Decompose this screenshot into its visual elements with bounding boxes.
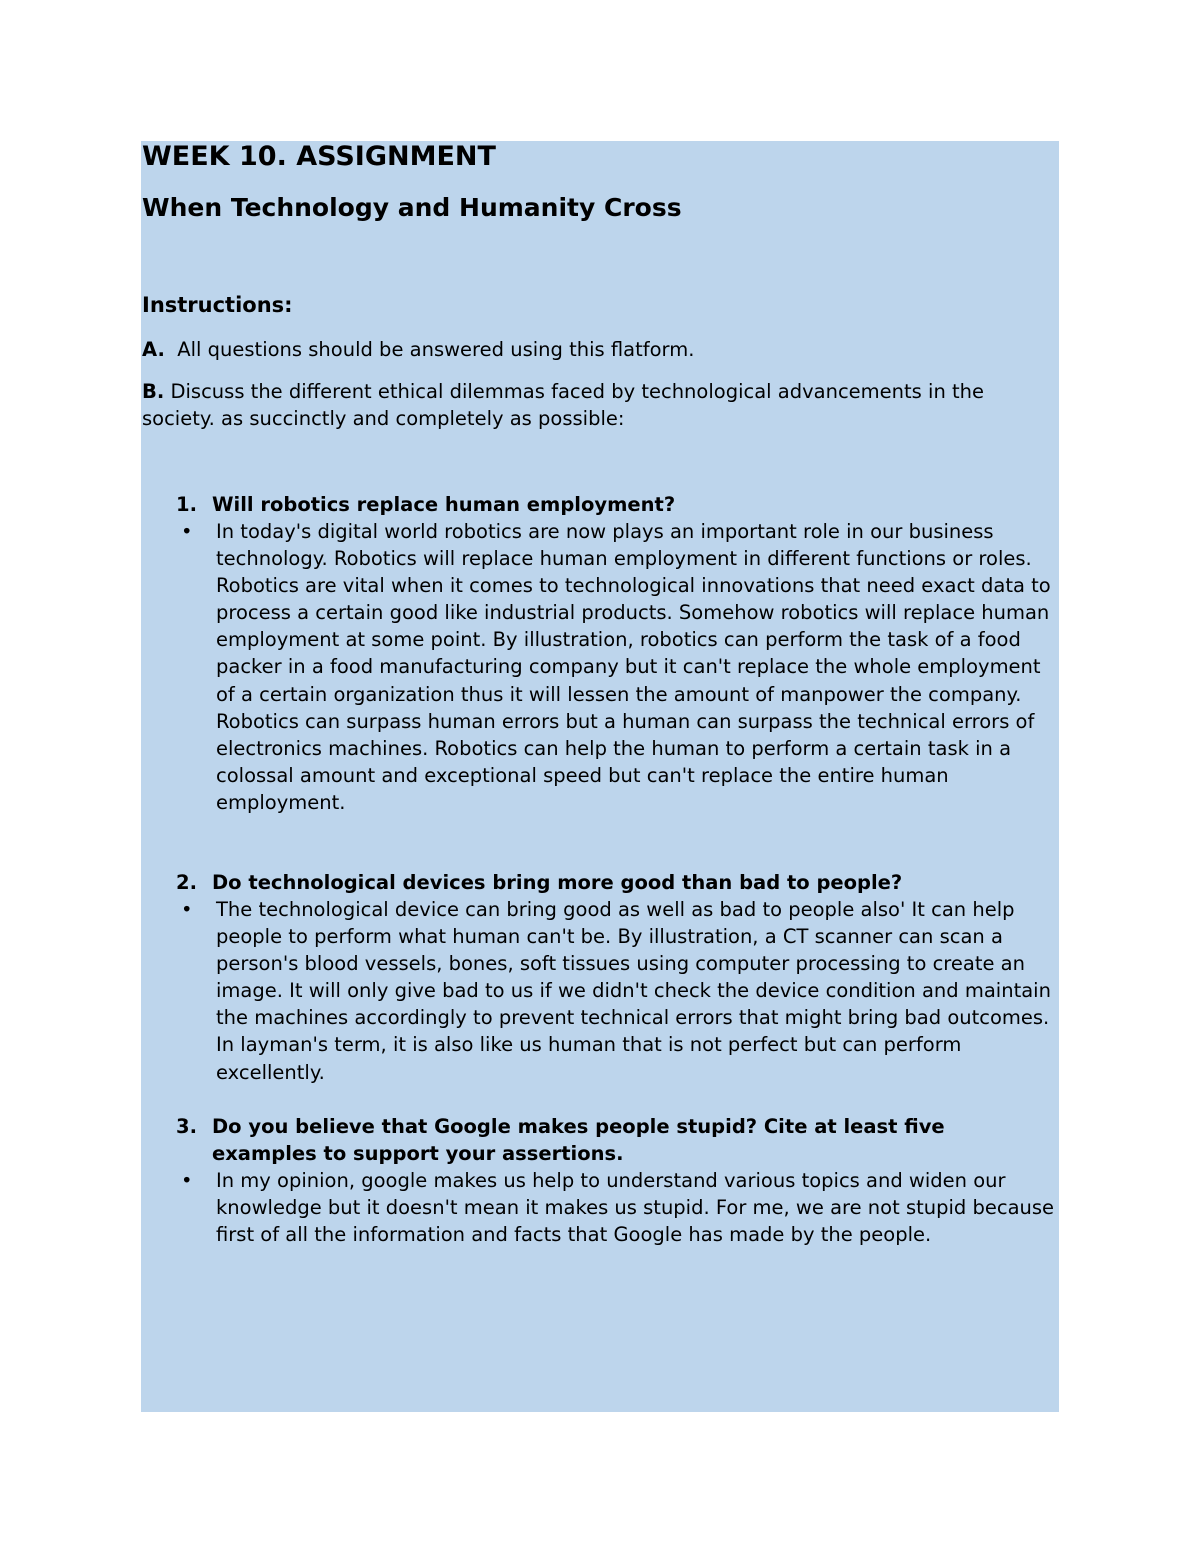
bullet-icon: • <box>181 898 193 921</box>
question-3-number: 3. <box>176 1115 197 1138</box>
question-2 <box>176 869 1056 1086</box>
document-subtitle: When Technology and Humanity Cross <box>142 193 682 222</box>
question-3-answer-item <box>176 1167 1056 1248</box>
instruction-b-marker: B. <box>142 380 165 403</box>
instruction-a <box>142 336 1042 363</box>
question-2-text: Do technological devices bring more good than bad to people? <box>212 871 903 894</box>
question-1-answer-item <box>176 518 1056 816</box>
question-1-number: 1. <box>176 493 197 516</box>
question-2-number: 2. <box>176 871 197 894</box>
question-3-answer: In my opinion, google makes us help to understand various topics and widen our knowledge but it doesn't mean it makes us stupid. For me, we are not stupid because first of all the information and facts that Google has made by the people. <box>216 1169 1055 1247</box>
instruction-b-text: Discuss the different ethical dilemmas faced by technological advancements in the society. as succinctly and completely as possible: <box>142 380 984 430</box>
bullet-icon: • <box>181 1169 193 1192</box>
question-3-text: Do you believe that Google makes people stupid? Cite at least five examples to support your assertions. <box>212 1115 945 1165</box>
question-3 <box>176 1113 1056 1248</box>
instruction-a-text: All questions should be answered using this flatform. <box>177 338 695 361</box>
instructions-heading: Instructions: <box>142 293 293 317</box>
question-1-text: Will robotics replace human employment? <box>212 493 676 516</box>
question-1 <box>176 491 1056 816</box>
question-3-heading <box>176 1113 1056 1167</box>
question-1-heading <box>176 491 1056 518</box>
document-title: WEEK 10. ASSIGNMENT <box>142 141 496 172</box>
question-2-answer: The technological device can bring good as well as bad to people also' It can help people to perform what human can't be. By illustration, a CT scanner can scan a person's blood vessels, bones, soft tissues using computer processing to create an image. It will only give bad to us if we didn't check the device condition and maintain the machines accordingly to prevent technical errors that might bring bad outcomes. In layman's term, it is also like us human that is not perfect but can perform excellently. <box>216 898 1051 1084</box>
question-2-heading <box>176 869 1056 896</box>
instruction-b <box>142 378 1042 432</box>
bullet-icon: • <box>181 520 193 543</box>
question-2-answer-item <box>176 896 1056 1086</box>
instruction-a-marker: A. <box>142 338 165 361</box>
question-1-answer: In today's digital world robotics are now plays an important role in our business technology. Robotics will replace human employment in different functions or roles. Robotics are vital when it comes to technological innovations that need exact data to process a certain good like industrial products. Somehow robotics will replace human employment at some point. By illustration, robotics can perform the task of a food packer in a food manufacturing company but it can't replace the whole employment of a certain organization thus it will lessen the amount of manpower the company. Robotics can surpass human errors but a human can surpass the technical errors of electronics machines. Robotics can help the human to perform a certain task in a colossal amount and exceptional speed but can't replace the entire human employment. <box>216 520 1051 814</box>
